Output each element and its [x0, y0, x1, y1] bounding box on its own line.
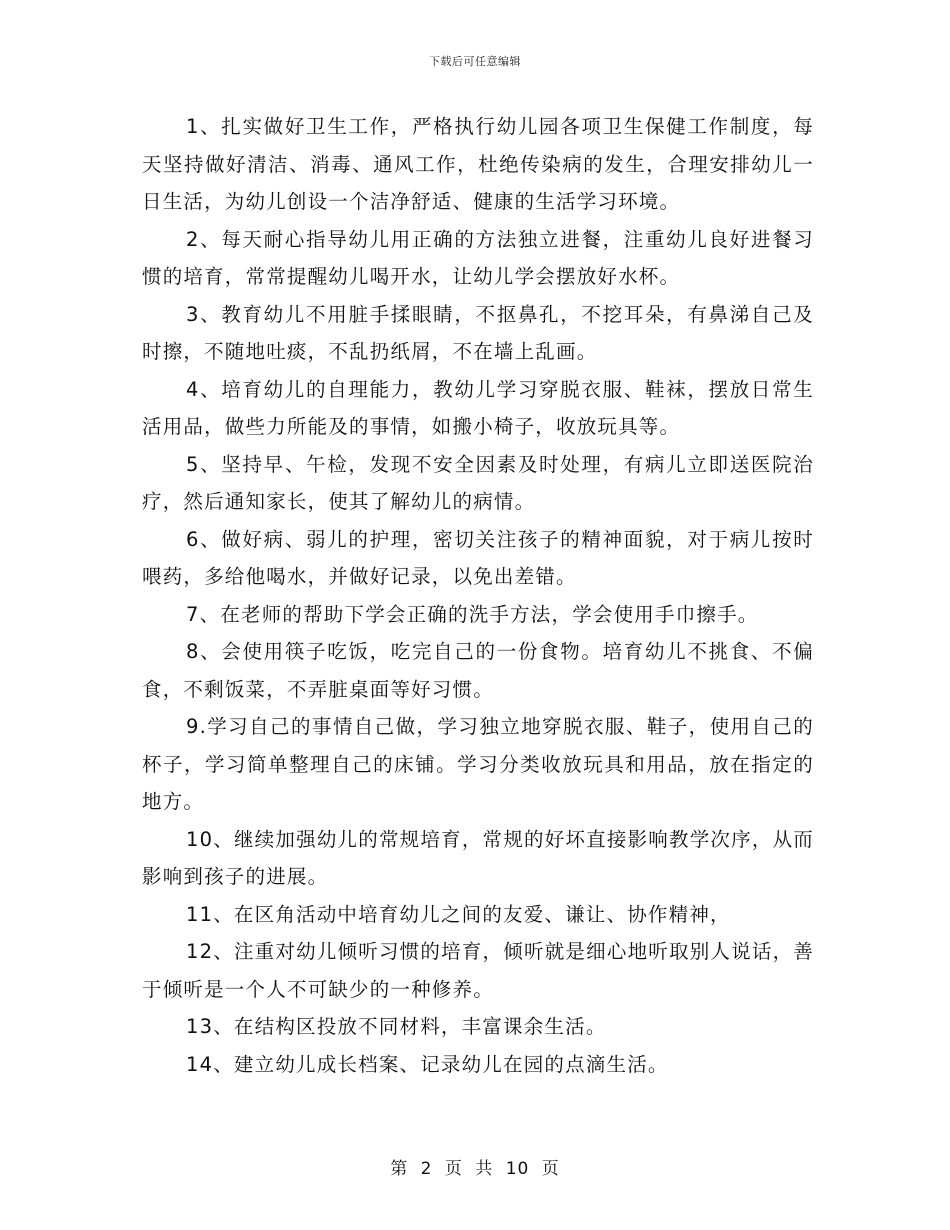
paragraph-3: 3、教育幼儿不用脏手揉眼睛，不抠鼻孔，不挖耳朵，有鼻涕自己及时擦，不随地吐痰，不乱扔纸屑，不在墙上乱画。 [142, 302, 814, 363]
paragraph-14: 14、建立幼儿成长档案、记录幼儿在园的点滴生活。 [186, 1052, 669, 1076]
paragraph-9: 9.学习自己的事情自己做，学习独立地穿脱衣服、鞋子，使用自己的杯子，学习简单整理自己的床铺。学习分类收放玩具和用品，放在指定的地方。 [142, 715, 814, 813]
paragraph-4: 4、培育幼儿的自理能力，教幼儿学习穿脱衣服、鞋袜，摆放日常生活用品，做些力所能及的事情，如搬小椅子，收放玩具等。 [142, 377, 814, 438]
paragraph-12: 12、注重对幼儿倾听习惯的培育，倾听就是细心地听取别人说话，善于倾听是一个人不可缺少的一种修养。 [142, 940, 814, 1001]
document-body [142, 108, 814, 1083]
paragraph-1: 1、扎实做好卫生工作，严格执行幼儿园各项卫生保健工作制度，每天坚持做好清洁、消毒、通风工作，杜绝传染病的发生，合理安排幼儿一日生活，为幼儿创设一个洁净舒适、健康的生活学习环境。 [142, 115, 814, 213]
paragraph-7: 7、在老师的帮助下学会正确的洗手方法，学会使用手巾擦手。 [186, 602, 759, 626]
paragraph-6: 6、做好病、弱儿的护理，密切关注孩子的精神面貌，对于病儿按时喂药，多给他喝水，并做好记录，以免出差错。 [142, 527, 814, 588]
paragraph-11: 11、在区角活动中培育幼儿之间的友爱、谦让、协作精神， [186, 902, 731, 926]
header-note: 下载后可任意编辑 [429, 55, 521, 68]
paragraph-8: 8、会使用筷子吃饭，吃完自己的一份食物。培育幼儿不挑食、不偏食，不剩饭菜，不弄脏桌面等好习惯。 [142, 640, 814, 701]
paragraph-5: 5、坚持早、午检，发现不安全因素及时处理，有病儿立即送医院治疗，然后通知家长，使其了解幼儿的病情。 [142, 452, 814, 513]
page-number: 第 2 页 共 10 页 [390, 1159, 560, 1179]
paragraph-10: 10、继续加强幼儿的常规培育，常规的好坏直接影响教学次序，从而影响到孩子的进展。 [142, 827, 814, 888]
paragraph-13: 13、在结构区投放不同材料，丰富课余生活。 [186, 1015, 607, 1038]
paragraph-2: 2、每天耐心指导幼儿用正确的方法独立进餐，注重幼儿良好进餐习惯的培育，常常提醒幼儿喝开水，让幼儿学会摆放好水杯。 [142, 227, 814, 288]
